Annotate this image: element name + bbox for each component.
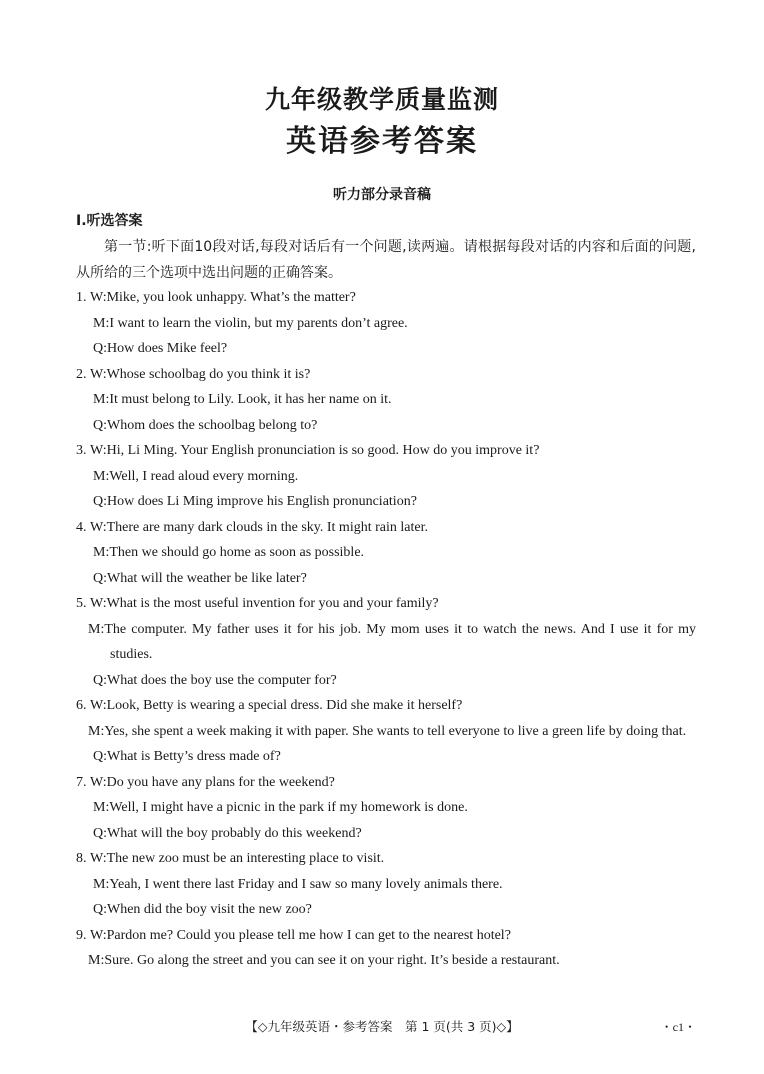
dialogue-text: M:Well, I read aloud every morning. [93, 468, 299, 484]
dialogue-text: W:Do you have any plans for the weekend? [90, 774, 335, 790]
dialogue-text: M:It must belong to Lily. Look, it has her name on it. [93, 392, 392, 407]
dialogue-item [76, 923, 696, 974]
dialogue-text: M:Yeah, I went there last Friday and I saw so many lovely animals there. [93, 876, 503, 892]
dialogue-text: W:The new zoo must be an interesting place to visit. [90, 851, 385, 866]
dialogue-text: W:What is the most useful invention for you and your family? [90, 596, 439, 611]
dialogue-line [76, 489, 696, 515]
dialogue-text: M:The computer. My father uses it for his job. My mom uses it to watch the news. And I use it for my studies. [88, 621, 696, 662]
dialogue-text: Q:What will the boy probably do this weekend? [93, 825, 362, 841]
dialogue-number: 3. [76, 443, 87, 458]
dialogue-line [76, 617, 696, 668]
dialogue-line [76, 413, 696, 439]
dialogue-line [76, 362, 696, 388]
dialogue-number: 7. [76, 774, 87, 790]
dialogue-item [76, 591, 696, 693]
dialogue-line [76, 795, 696, 821]
dialogue-item [76, 770, 696, 847]
dialogue-line [76, 719, 696, 745]
dialogue-item [76, 693, 696, 770]
dialogue-line [76, 438, 696, 464]
page-footer: 【◇九年级英语・参考答案 第 1 页(共 3 页)◇】 [245, 1019, 519, 1034]
dialogue-number: 2. [76, 366, 87, 382]
dialogue-text: Q:When did the boy visit the new zoo? [93, 902, 312, 917]
dialogue-number: 1. [76, 290, 87, 305]
dialogue-item [76, 362, 696, 439]
dialogue-line [76, 897, 696, 923]
dialogue-line [76, 744, 696, 770]
dialogue-text: M:I want to learn the violin, but my parents don’t agree. [93, 315, 408, 331]
dialogue-text: Q:What does the boy use the computer for? [93, 672, 337, 688]
dialogue-text: Q:What will the weather be like later? [93, 570, 307, 586]
page-code: ・c1・ [660, 1020, 696, 1034]
document-title: 九年级教学质量监测 [264, 85, 499, 114]
dialogue-line [76, 336, 696, 362]
dialogue-line [76, 872, 696, 898]
dialogue-line [76, 948, 696, 974]
section-heading: Ⅰ.听选答案 [76, 213, 143, 229]
dialogue-text: W:Hi, Li Ming. Your English pronunciation is so good. How do you improve it? [90, 443, 540, 458]
dialogue-line [76, 311, 696, 337]
dialogue-item [76, 515, 696, 592]
dialogue-line [76, 464, 696, 490]
dialogue-item [76, 438, 696, 515]
dialogue-text: W:Pardon me? Could you please tell me how I can get to the nearest hotel? [90, 927, 511, 943]
dialogue-text: Q:What is Betty’s dress made of? [93, 749, 281, 764]
dialogue-text: M:Well, I might have a picnic in the park if my homework is done. [93, 800, 468, 815]
dialogue-line [76, 846, 696, 872]
dialogue-line [76, 668, 696, 694]
dialogue-text: Q:How does Li Ming improve his English pronunciation? [93, 494, 417, 509]
dialogue-text: Q:Whom does the schoolbag belong to? [93, 417, 318, 433]
dialogue-number: 5. [76, 596, 87, 611]
dialogue-text: W:Look, Betty is wearing a special dress. Did she make it herself? [90, 698, 463, 713]
dialogue-text: W:Mike, you look unhappy. What’s the matter? [90, 290, 356, 305]
dialogue-line [76, 540, 696, 566]
dialogue-line [76, 515, 696, 541]
dialogue-text: M:Yes, she spent a week making it with paper. She wants to tell everyone to live a green life by doing that. [88, 723, 687, 739]
section-instructions: 第一节:听下面10段对话,每段对话后有一个问题,读两遍。请根据每段对话的内容和后面的问题,从所给的三个选项中选出问题的正确答案。 [76, 239, 696, 281]
dialogue-text: Q:How does Mike feel? [93, 341, 228, 356]
dialogue-text: W:There are many dark clouds in the sky. It might rain later. [90, 519, 428, 535]
dialogue-line [76, 566, 696, 592]
dialogue-text: M:Then we should go home as soon as possible. [93, 545, 365, 560]
dialogue-line [76, 591, 696, 617]
dialogue-line [76, 285, 696, 311]
dialogue-line [76, 770, 696, 796]
dialogue-item [76, 846, 696, 923]
dialogue-text: W:Whose schoolbag do you think it is? [90, 366, 311, 382]
dialogue-line [76, 923, 696, 949]
dialogue-line [76, 693, 696, 719]
dialogue-number: 9. [76, 927, 87, 943]
dialogue-list [76, 285, 696, 974]
dialogue-line [76, 387, 696, 413]
document-subject-title: 英语参考答案 [286, 124, 478, 159]
dialogue-line [76, 821, 696, 847]
dialogue-text: M:Sure. Go along the street and you can see it on your right. It’s beside a restaurant. [88, 953, 560, 968]
transcript-heading: 听力部分录音稿 [333, 187, 431, 203]
dialogue-number: 6. [76, 698, 87, 713]
dialogue-number: 8. [76, 851, 87, 866]
dialogue-item [76, 285, 696, 362]
dialogue-number: 4. [76, 519, 87, 535]
